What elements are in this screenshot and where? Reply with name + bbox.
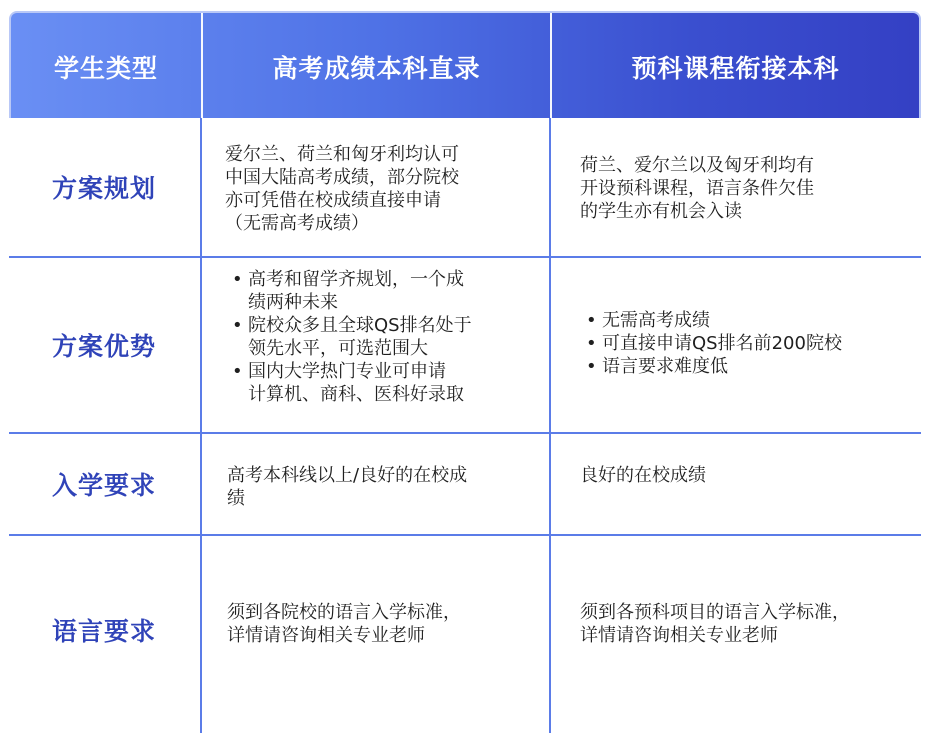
- row-label-admission: 入学要求: [51, 471, 156, 500]
- cell-admission-gaokao: [227, 464, 542, 510]
- cell-advantage-foundation: [584, 309, 914, 378]
- header-gaokao-direct: 高考成绩本科直录: [272, 53, 481, 83]
- text-line: 爱尔兰、荷兰和匈牙利均认可: [225, 144, 459, 165]
- header-foundation-course: 预科课程衔接本科: [631, 53, 840, 83]
- text-line: 高考本科线以上/良好的在校成: [227, 465, 468, 486]
- text-line: （无需高考成绩）: [225, 213, 369, 234]
- text-line: • 院校众多且全球QS排名处于: [248, 315, 472, 336]
- text-line: 中国大陆高考成绩，部分院校: [225, 167, 459, 188]
- list-item: [584, 355, 914, 378]
- text-line: 的学生亦有机会入读: [580, 201, 742, 222]
- row-label-plan: 方案规划: [51, 174, 156, 203]
- text-line: 须到各院校的语言入学标准，: [227, 602, 461, 623]
- text-line: 开设预科课程，语言条件欠佳: [580, 178, 814, 199]
- text-line: • 国内大学热门专业可申请: [248, 361, 446, 382]
- text-line: 良好的在校成绩: [580, 465, 706, 486]
- column-divider: [549, 118, 551, 733]
- text-line: 详情请咨询相关专业老师: [227, 625, 425, 646]
- column-divider: [200, 118, 202, 733]
- list-item: [584, 309, 914, 332]
- text-line: 领先水平，可选范围大: [248, 338, 428, 359]
- text-line: • 可直接申请QS排名前200院校: [602, 333, 842, 354]
- list-item: [230, 268, 542, 314]
- text-line: • 高考和留学齐规划，一个成: [248, 269, 464, 290]
- text-line: 绩: [227, 488, 245, 509]
- text-line: 计算机、商科、医科好录取: [248, 384, 464, 405]
- cell-language-gaokao: [227, 601, 542, 647]
- row-label-language: 语言要求: [51, 617, 156, 646]
- text-line: 亦可凭借在校成绩直接申请: [225, 190, 441, 211]
- cell-plan-gaokao: [225, 143, 540, 235]
- cell-admission-foundation: [580, 464, 910, 487]
- cell-language-foundation: [580, 601, 915, 647]
- cell-plan-foundation: [580, 154, 910, 223]
- header-student-type: 学生类型: [53, 53, 158, 83]
- text-line: 绩两种未来: [248, 292, 338, 313]
- list-item: [584, 332, 914, 355]
- list-item: [230, 360, 542, 406]
- text-line: • 无需高考成绩: [602, 310, 710, 331]
- cell-advantage-gaokao: [230, 268, 542, 406]
- list-item: [230, 314, 542, 360]
- text-line: • 语言要求难度低: [602, 356, 728, 377]
- text-line: 须到各预科项目的语言入学标准，: [580, 602, 850, 623]
- table-header: [9, 11, 921, 118]
- text-line: 详情请咨询相关专业老师: [580, 625, 778, 646]
- text-line: 荷兰、爱尔兰以及匈牙利均有: [580, 155, 814, 176]
- row-label-advantage: 方案优势: [51, 332, 156, 361]
